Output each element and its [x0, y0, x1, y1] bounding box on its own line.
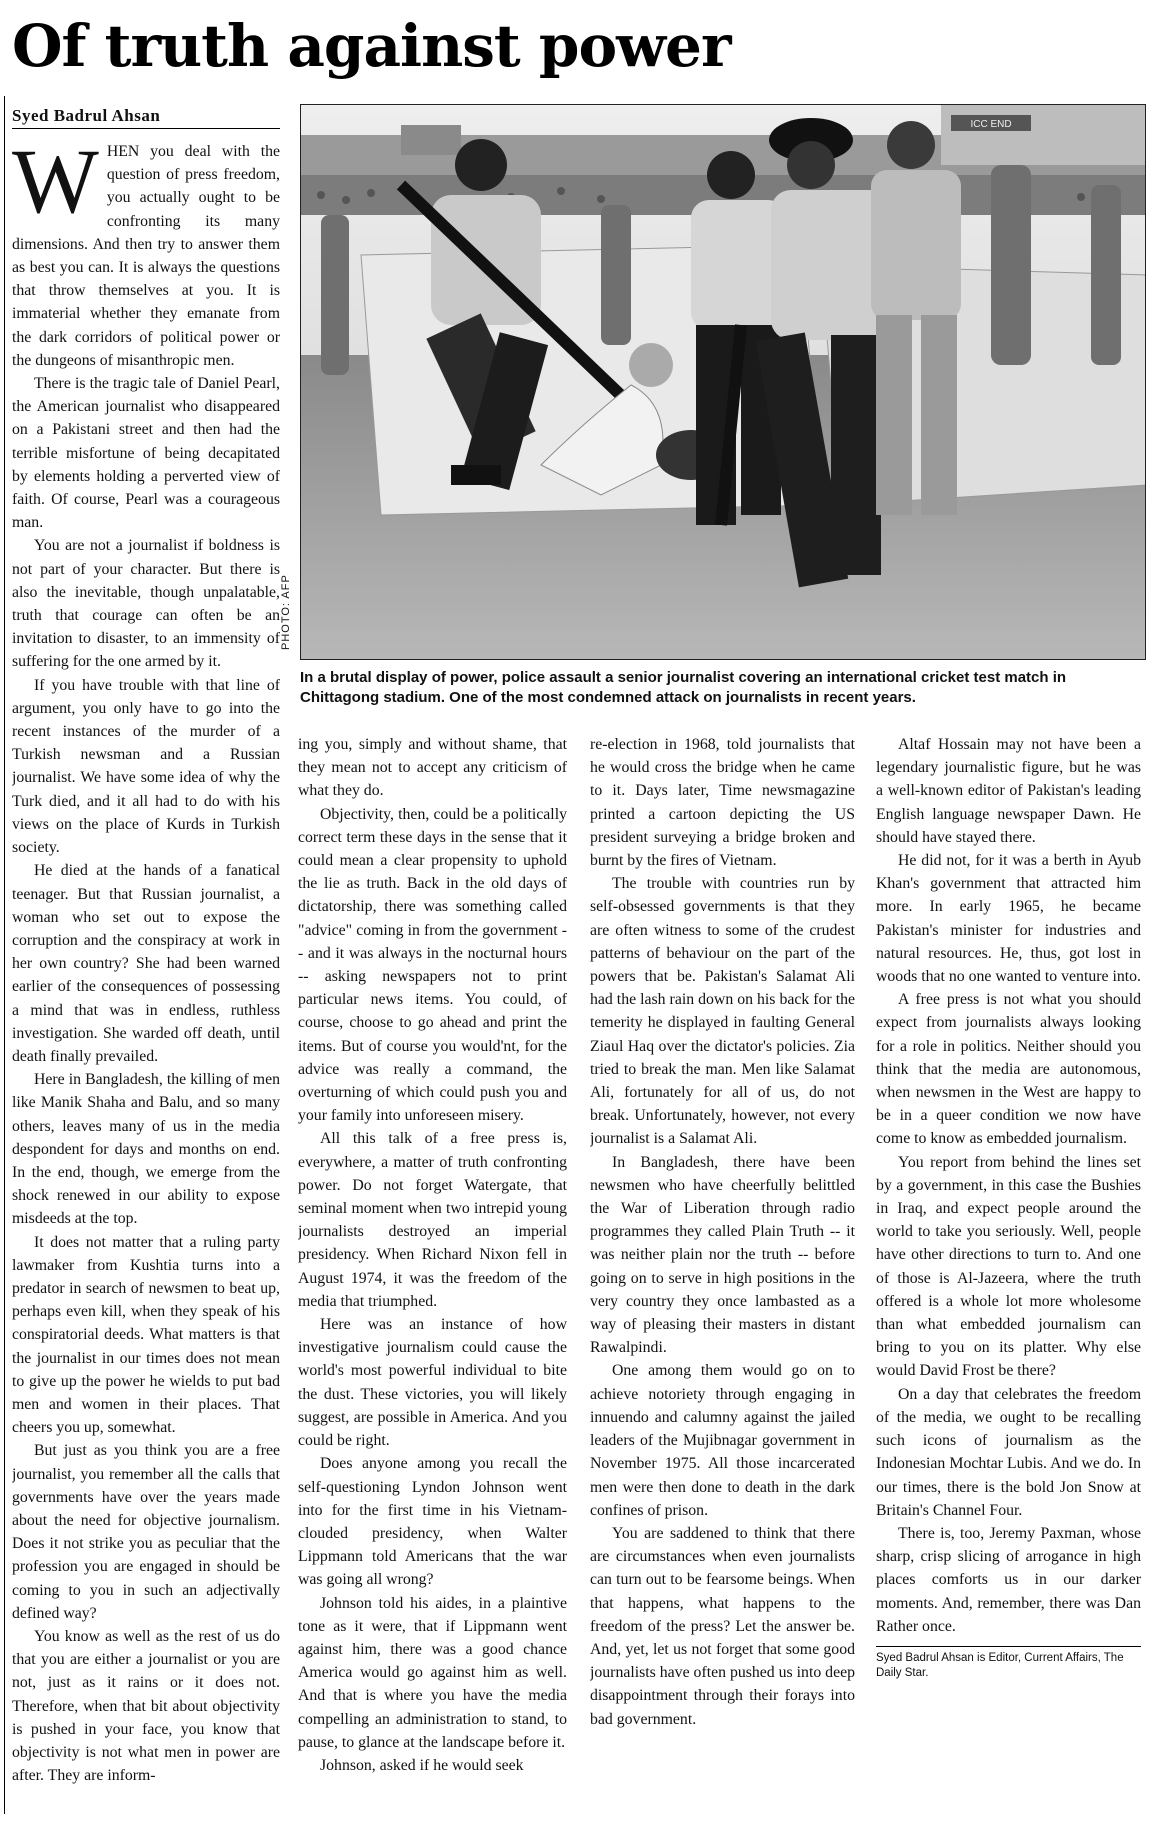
paragraph: You are saddened to think that there are circumstances when even journalists can turn out to be fearsome beings. When that happens, what happens to the freedom of the press? Let the answer be. And, yet, let us not forget that some good journalists have often pushed us into deep disappointment through their forays into bad government. — [590, 1524, 855, 1728]
paragraph: On a day that celebrates the freedom of the media, we ought to be recalling such icons of journalism as the Indonesian Mochtar Lubis. And we do. In our times, there is the bold Jon Snow at Britain's Channel Four. — [876, 1385, 1141, 1519]
stadium-sign: ICC END — [970, 119, 1012, 130]
paragraph: Johnson, asked if he would seek — [320, 1756, 524, 1774]
column-2 — [298, 733, 567, 1815]
photo-caption: In a brutal display of power, police assault a senior journalist covering an international cricket test match in Chittagong stadium. One of the most condemned attack on journalists in recent years. — [300, 669, 1067, 706]
paragraph: Johnson told his aides, in a plaintive tone as it were, that if Lippmann went against him, there was a good chance America would go against him as well. And that is where you have the media compelling an administration to stand, to pause, to glance at the landscape before it. — [298, 1594, 567, 1751]
signature-rule — [876, 1646, 1141, 1647]
paragraph: All this talk of a free press is, everywhere, a matter of truth confronting power. Do not forget Watergate, that seminal moment when two intrepid young journalists destroyed an imperial presidency. When Richard Nixon fell in August 1974, it was the freedom of the media that triumphed. — [298, 1130, 567, 1310]
byline-rule — [12, 128, 280, 129]
paragraph: But just as you think you are a free journalist, you remember all the calls that governments have over the years made about the need for objective journalism. Does it not strike you as peculiar that the profession you are engaged in should be coming to you in such an adjectivally defined way? — [12, 1442, 280, 1622]
column-3 — [590, 733, 855, 1815]
paragraph: You are not a journalist if boldness is not part of your character. But there is also the inevitable, though unpalatable, truth that courage can often be an invitation to disaster, to an immensity of suffering for the one armed by it. — [12, 537, 280, 671]
paragraph: It does not matter that a ruling party lawmaker from Kushtia turns into a predator in search of newsmen to beat up, perhaps even kill, when they speak of his conspiratorial deeds. What matters is that the journalist in our times does not mean to give up the power he wields to put bad men and women in their places. That cheers you up, somewhat. — [12, 1233, 280, 1437]
headline: Of truth against power — [12, 12, 731, 80]
author-note: Syed Badrul Ahsan is Editor, Current Affairs, The Daily Star. — [876, 1651, 1124, 1679]
byline: Syed Badrul Ahsan — [12, 106, 161, 125]
column-1 — [12, 140, 280, 1815]
left-column-rule — [4, 96, 5, 1814]
paragraph: Objectivity, then, could be a politically correct term these days in the sense that it could mean a clear propensity to uphold the lie as truth. Back in the old days of dictatorship, there was something called "advice" coming in from the government -- and it was always in the nocturnal hours -- asking newspapers not to print particular news items. You could, of course, choose to go ahead and print the items. But of course you would'nt, for the advice was really a command, the overturning of which could push you and your family into unforeseen misery. — [298, 805, 567, 1125]
paragraph: There is the tragic tale of Daniel Pearl, the American journalist who disappeared on a Pakistani street and then had the terrible misfortune of being decapitated by elements holding a perverted view of faith. Of course, Pearl was a courageous man. — [12, 375, 280, 532]
paragraph: In Bangladesh, there have been newsmen who have cheerfully belittled the War of Liberation through radio programmes they called Plain Truth -- it was neither plain nor the truth -- before going on to serve in high positions in the very country they once lambasted as a way of pleasing their masters in distant Rawalpindi. — [590, 1153, 855, 1357]
paragraph: If you have trouble with that line of argument, you only have to go into the recent instances of the murder of a Turkish newsman and a Russian journalist. We have some idea of why the Turk died, and it all had to do with his views on the place of Kurds in Turkish society. — [12, 676, 280, 857]
paragraph: ing you, simply and without shame, that they mean not to accept any criticism of what they do. — [298, 736, 567, 800]
paragraph: A free press is not what you should expect from journalists always looking for a role in politics. Neither should you think that the media are autonomous, when newsmen in the West are happy to be in a queer condition we now have come to know as embedded journalism. — [876, 991, 1141, 1148]
paragraph: Altaf Hossain may not have been a legendary journalistic figure, but he was a well-known editor of Pakistan's leading English language newspaper Dawn. He should have stayed there. — [876, 736, 1141, 846]
paragraph: You report from behind the lines set by a government, in this case the Bushies in Iraq, and expect people around the world to take you seriously. Well, people have other directions to turn to. And one of those is Al-Jazeera, where the truth offered is a whole lot more wholesome than what embedded journalism can bring to you on its platter. Why else would David Frost be there? — [876, 1153, 1141, 1380]
paragraph: Does anyone among you recall the self-questioning Lyndon Johnson went into for the first time in his Vietnam-clouded presidency, when Walter Lippmann told Americans that the war was going all wrong? — [298, 1455, 567, 1589]
paragraph: You know as well as the rest of us do that you are either a journalist or you are not, just as it rains or it does not. Therefore, when that bit about objectivity is pushed in your face, you know that objectivity is not what men in power are after. They are inform- — [12, 1628, 280, 1785]
photo-credit: PHOTO: AFP — [280, 574, 292, 650]
paragraph: One among them would go on to achieve notoriety through engaging in innuendo and calumny against the jailed leaders of the Mujibnagar government in November 1975. All those incarcerated men were then done to death in the dark confines of prison. — [590, 1362, 855, 1519]
photo-illustration — [301, 105, 1146, 660]
paragraph: He did not, for it was a berth in Ayub Khan's government that attracted him more. In early 1965, he became Pakistan's minister for industries and natural resources. He, thus, got lost in woods that no one wanted to venture into. — [876, 852, 1141, 986]
paragraph: The trouble with countries run by self-obsessed governments is that they are often witness to some of the crudest patterns of behaviour on the part of the powers that be. Pakistan's Salamat Ali had the lash rain down on his back for the temerity he displayed in faulting General Ziaul Haq over the dictator's policies. Zia tried to break the man. Men like Salamat Ali, fortunately for all of us, do not break. Unfortunately, however, not every journalist is a Salamat Ali. — [590, 875, 855, 1148]
paragraph: He died at the hands of a fanatical teenager. But that Russian journalist, a woman who set out to expose the corruption and the conspiracy at work in her own country? She had been warned earlier of the consequences of possessing a mind that was in endless, ruthless investigation. She warded off death, until death finally prevailed. — [12, 862, 280, 1065]
news-photo — [300, 104, 1146, 660]
paragraph: Here was an instance of how investigative journalism could cause the world's most powerful individual to bite the dust. These victories, you will likely suggest, are possible in America. And you could be right. — [298, 1316, 567, 1450]
paragraph: re-election in 1968, told journalists that he would cross the bridge when he came to it. Days later, Time newsmagazine printed a cartoon depicting the US president surveying a bridge broken and burnt by the fires of Vietnam. — [590, 736, 855, 870]
paragraph: There is, too, Jeremy Paxman, whose sharp, crisp slicing of arrogance in high places comforts us in our darker moments. And, remember, there was Dan Rather once. — [876, 1524, 1141, 1635]
paragraph: Here in Bangladesh, the killing of men like Manik Shaha and Balu, and so many others, leaves many of us in the media despondent for days and months on end. In the end, though, we emerge from the shock renewed in our ability to expose misdeeds at the top. — [12, 1071, 280, 1228]
column-4 — [876, 733, 1141, 1815]
paragraph: WHEN you deal with the question of press freedom, you actually ought to be confronting its many dimensions. And then try to answer them as best you can. It is always the questions that throw themselves at you. It is immaterial whether they emanate from the dark corridors of political power or the dungeons of misanthropic men. — [12, 140, 280, 369]
drop-cap: W — [12, 140, 99, 232]
